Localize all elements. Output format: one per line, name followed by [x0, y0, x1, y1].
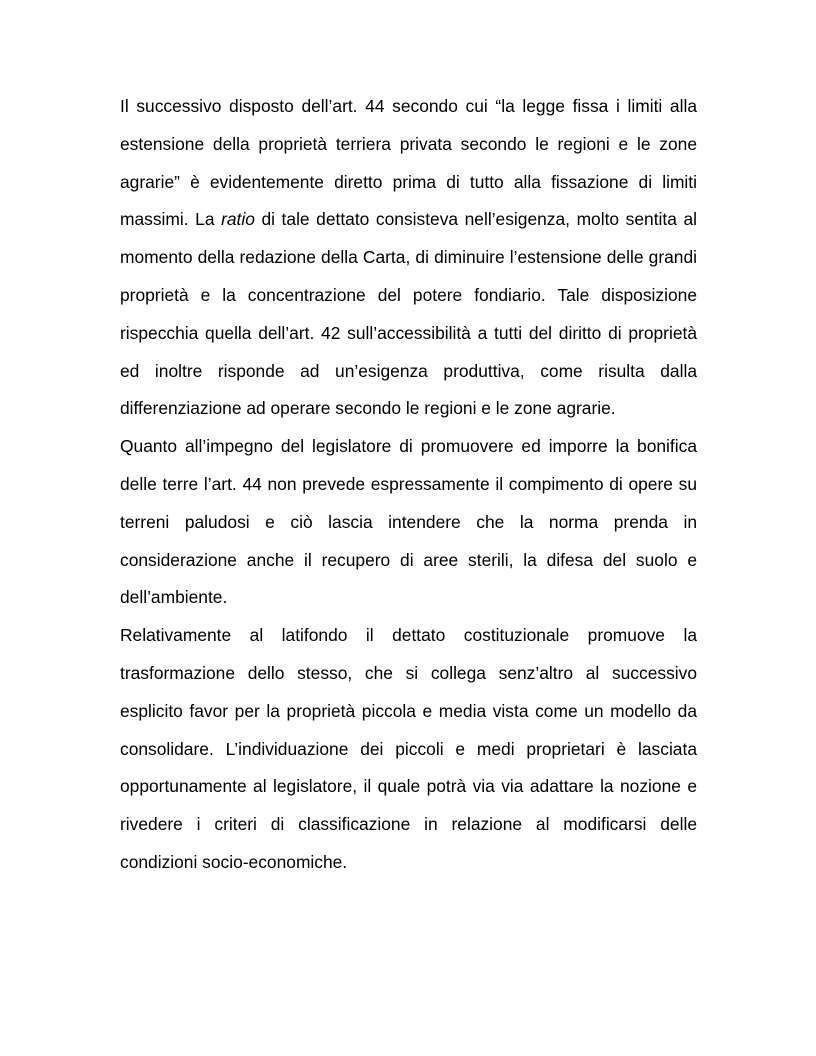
paragraph-1-text-start: Il successivo disposto dell’art. 44 secondo cui “la legge fissa i limiti alla estensione della proprietà terriera privata secondo le regioni e le zone agrarie” è evidentemente diretto prima di tutto alla fissazione di limiti massimi. La: [120, 96, 697, 230]
ratio-italic-term: ratio: [221, 209, 255, 230]
paragraph-1-text-end: di tale dettato consisteva nell’esigenza, molto sentita al momento della redazione della Carta, di diminuire l’estensione delle grandi proprietà e la concentrazione del potere fondiario. Tale disposizione rispecchia quella dell’art. 42 sull’accessibilità a tutti del diritto di proprietà ed inoltre risponde ad un’esigenza produttiva, come risulta dalla differenziazione ad operare secondo le regioni e le zone agrarie.: [120, 209, 697, 419]
paragraph-bonifica: Quanto all’impegno del legislatore di promuovere ed imporre la bonifica delle terre l’art. 44 non prevede espressamente il compimento di opere su terreni paludosi e ciò lascia intendere che la norma prenda in considerazione anche il recupero di aree sterili, la difesa del suolo e dell’ambiente.: [120, 436, 697, 608]
body-text: [120, 88, 697, 882]
paragraph-art-44-limits: [120, 88, 697, 428]
paragraph-latifondo: Relativamente al latifondo il dettato costituzionale promuove la trasformazione dello stesso, che si collega senz’altro al successivo esplicito favor per la proprietà piccola e media vista come un modello da consolidare. L’individuazione dei piccoli e medi proprietari è lasciata opportunamente al legislatore, il quale potrà via via adattare la nozione e rivedere i criteri di classificazione in relazione al modificarsi delle condizioni socio-economiche.: [120, 625, 697, 872]
